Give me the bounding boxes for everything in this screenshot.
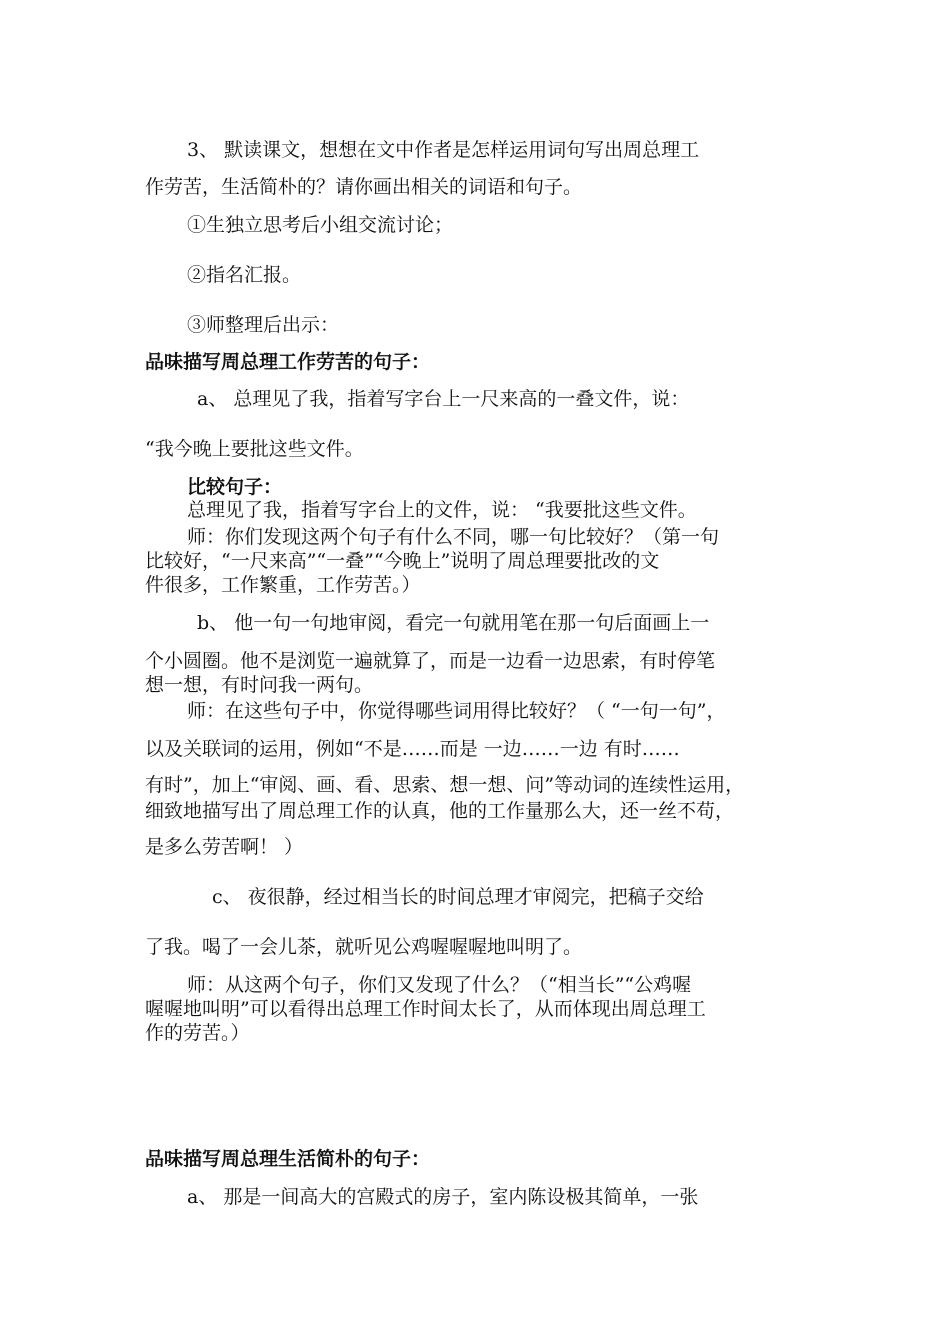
text-line: ③师整理后出示： bbox=[187, 314, 340, 336]
text-line: 师：你们发现这两个句子有什么不同，哪一句比较好？（第一句 bbox=[187, 526, 720, 548]
text-line: 有时”，加上“审阅、画、看、思索、想一想、问”等动词的连续性运用， bbox=[145, 774, 745, 796]
text-line: a、 那是一间高大的宫殿式的房子，室内陈设极其简单，一张 bbox=[187, 1186, 699, 1208]
text-line: 件很多，工作繁重，工作劳苦。） bbox=[145, 574, 421, 596]
text-line: 3、 默读课文，想想在文中作者是怎样运用词句写出周总理工 bbox=[187, 139, 700, 161]
text-line: 是多么劳苦啊！ ） bbox=[145, 836, 304, 858]
section-heading: 品味描写周总理生活简朴的句子： bbox=[145, 1148, 431, 1170]
text-line: “我今晚上要批这些文件。 bbox=[145, 438, 364, 460]
text-line: c、 夜很静，经过相当长的时间总理才审阅完，把稿子交给 bbox=[212, 886, 704, 908]
text-line: 师：在这些句子中，你觉得哪些词用得比较好？（ “一句一句”， bbox=[187, 700, 726, 722]
text-line: 细致地描写出了周总理工作的认真，他的工作量那么大，还一丝不苟， bbox=[145, 800, 735, 822]
text-line: 想一想，有时问我一两句。 bbox=[145, 674, 374, 696]
text-line: ①生独立思考后小组交流讨论； bbox=[187, 214, 454, 236]
text-line: b、 他一句一句地审阅，看完一句就用笔在那一句后面画上一 bbox=[197, 612, 710, 634]
subheading: 比较句子： bbox=[187, 476, 283, 498]
text-line: 比较好，“一尺来高”“一叠”“今晚上”说明了周总理要批改的文 bbox=[145, 550, 660, 572]
text-line: a、 总理见了我，指着写字台上一尺来高的一叠文件，说： bbox=[197, 388, 690, 410]
text-line: 了我。喝了一会儿茶，就听见公鸡喔喔喔地叫明了。 bbox=[145, 936, 583, 958]
text-line: 喔喔地叫明”可以看得出总理工作时间太长了，从而体现出周总理工 bbox=[145, 998, 706, 1020]
section-heading: 品味描写周总理工作劳苦的句子： bbox=[145, 351, 431, 373]
text-line: 个小圆圈。他不是浏览一遍就算了，而是一边看一边思索，有时停笔 bbox=[145, 650, 716, 672]
text-line: 作劳苦，生活简朴的？请你画出相关的词语和句子。 bbox=[145, 176, 583, 198]
text-line: 作的劳苦。） bbox=[145, 1022, 250, 1044]
text-line: ②指名汇报。 bbox=[187, 264, 302, 286]
text-line: 总理见了我，指着写字台上的文件，说： “我要批这些文件。 bbox=[187, 499, 697, 521]
text-line: 师：从这两个句子，你们又发现了什么？（“相当长”“公鸡喔 bbox=[187, 974, 692, 996]
text-line: 以及关联词的运用，例如“不是……而是 一边……一边 有时…… bbox=[145, 738, 680, 760]
